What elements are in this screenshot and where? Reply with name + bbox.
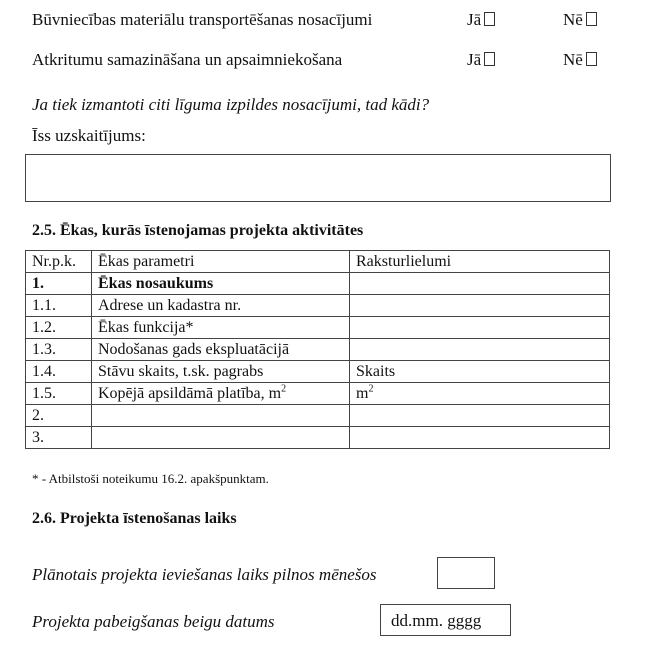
area-exponent: 2 [281,383,287,395]
table-row [26,405,610,427]
end-date-input[interactable]: dd.mm. gggg [380,604,511,636]
yes-checkbox[interactable] [484,12,495,26]
row-value-cell[interactable]: Skaits [350,361,610,383]
area-label: Kopējā apsildāmā platība, m [98,384,282,402]
summary-input[interactable] [25,154,611,202]
yes-label: Jā [467,10,482,29]
other-conditions-question: Ja tiek izmantoti citi līguma izpildes nosacījumi, tad kādi? [32,95,430,114]
row-value-cell[interactable] [350,317,610,339]
building-parameters-table [25,250,610,449]
table-row [26,427,610,449]
row-number: 1.3. [26,339,92,361]
column-header-parameters: Ēkas parametri [92,251,350,273]
question-waste-no-option[interactable] [563,50,597,70]
question-transport-no-option[interactable] [563,10,597,30]
no-label: Nē [563,50,583,69]
column-header-characteristics: Raksturlielumi [350,251,610,273]
table-header-row [26,251,610,273]
summary-label: Īss uzskaitījums: [32,126,146,145]
table-row [26,361,610,383]
yes-checkbox[interactable] [484,52,495,66]
row-parameter: Ēkas funkcija* [92,317,350,339]
row-value-cell[interactable] [350,383,610,405]
question-transport-yes-option[interactable] [467,10,495,30]
row-value-cell[interactable] [350,427,610,449]
table-row [26,295,610,317]
row-number: 3. [26,427,92,449]
row-parameter-cell[interactable] [92,427,350,449]
area-unit-exponent: 2 [368,383,374,395]
question-waste-label: Atkritumu samazināšana un apsaimniekošana [32,50,343,69]
section-2-6-heading: 2.6. Projekta īstenošanas laiks [32,510,237,527]
question-waste-yes-option[interactable] [467,50,495,70]
row-parameter [92,383,350,405]
row-parameter: Stāvu skaits, t.sk. pagrabs [92,361,350,383]
area-unit: m [356,384,369,402]
row-number: 1.4. [26,361,92,383]
yes-label: Jā [467,50,482,69]
table-row [26,317,610,339]
no-checkbox[interactable] [586,52,597,66]
end-date-label: Projekta pabeigšanas beigu datums [32,612,275,631]
row-value-cell[interactable] [350,339,610,361]
row-parameter: Adrese un kadastra nr. [92,295,350,317]
row-number: 1.2. [26,317,92,339]
column-header-nr: Nr.p.k. [26,251,92,273]
section-2-5-heading: 2.5. Ēkas, kurās īstenojamas projekta aktivitātes [32,222,364,239]
table-row [26,383,610,405]
row-parameter: Ēkas nosaukums [92,273,350,295]
duration-label: Plānotais projekta ieviešanas laiks pilnos mēnešos [32,565,377,584]
question-transport-label: Būvniecības materiālu transportēšanas nosacījumi [32,10,373,29]
table-row [26,273,610,295]
row-number: 1. [26,273,92,295]
row-number: 2. [26,405,92,427]
table-footnote: * - Atbilstoši noteikumu 16.2. apakšpunktam. [32,471,269,486]
no-checkbox[interactable] [586,12,597,26]
row-value-cell[interactable] [350,405,610,427]
duration-input[interactable] [437,557,495,589]
row-parameter: Nodošanas gads ekspluatācijā [92,339,350,361]
no-label: Nē [563,10,583,29]
row-value-cell[interactable] [350,273,610,295]
row-parameter-cell[interactable] [92,405,350,427]
row-number: 1.5. [26,383,92,405]
table-row [26,339,610,361]
row-value-cell[interactable] [350,295,610,317]
row-number: 1.1. [26,295,92,317]
